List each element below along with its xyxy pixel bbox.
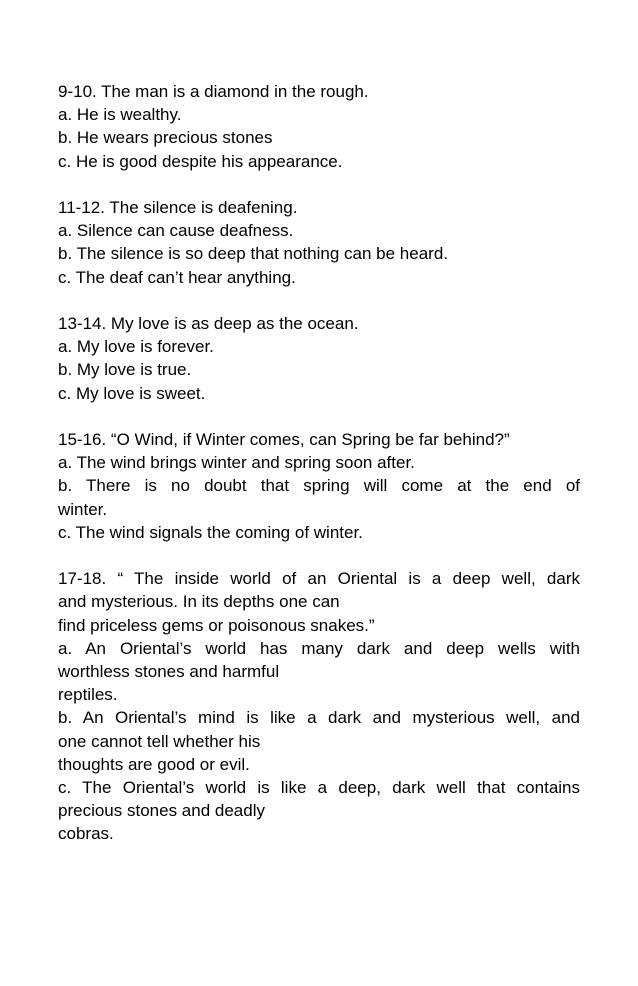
option-b-line-2: one cannot tell whether his [58, 731, 261, 751]
question-stem: 11-12. The silence is deafening. [58, 198, 298, 217]
option-b: b. He wears precious stones [58, 128, 273, 148]
option-a-line-3: reptiles. [58, 685, 118, 705]
question-stem-line-1: 17-18. “ The inside world of an Oriental is a deep well, dark [58, 569, 580, 589]
option-b-line-1: b. An Oriental’s mind is like a dark and mysterious well, and [58, 708, 580, 728]
option-b-line-2: winter. [58, 499, 108, 519]
option-c: c. The deaf can’t hear anything. [58, 267, 296, 287]
question-stem-line-3: find priceless gems or poisonous snakes.” [58, 615, 375, 635]
question-stem: 15-16. “O Wind, if Winter comes, can Spring be far behind?” [58, 430, 510, 449]
question-stem: 9-10. The man is a diamond in the rough. [58, 82, 369, 101]
option-a: a. He is wealthy. [58, 105, 182, 125]
option-c-line-3: cobras. [58, 824, 114, 844]
document-page [58, 80, 580, 869]
option-a-line-1: a. An Oriental’s world has many dark and deep wells with [58, 638, 580, 658]
question-15-16 [58, 428, 580, 544]
option-b: b. The silence is so deep that nothing can be heard. [58, 244, 449, 264]
option-b-line-1: b. There is no doubt that spring will come at the end of [58, 476, 580, 496]
option-a-line-2: worthless stones and harmful [58, 662, 280, 682]
option-c-line-2: precious stones and deadly [58, 801, 265, 821]
option-a: a. My love is forever. [58, 337, 214, 357]
option-c-line-1: c. The Oriental’s world is like a deep, dark well that contains [58, 778, 580, 798]
option-b-line-3: thoughts are good or evil. [58, 754, 250, 774]
question-13-14 [58, 312, 580, 405]
option-a: a. Silence can cause deafness. [58, 221, 294, 241]
question-stem-line-2: and mysterious. In its depths one can [58, 592, 340, 612]
option-a: a. The wind brings winter and spring soon after. [58, 453, 415, 473]
option-c: c. He is good despite his appearance. [58, 151, 343, 171]
question-17-18 [58, 567, 580, 845]
question-11-12 [58, 196, 580, 289]
option-c: c. The wind signals the coming of winter. [58, 522, 363, 542]
question-9-10 [58, 80, 580, 173]
option-b: b. My love is true. [58, 360, 192, 380]
option-c: c. My love is sweet. [58, 383, 206, 403]
question-stem: 13-14. My love is as deep as the ocean. [58, 314, 359, 333]
